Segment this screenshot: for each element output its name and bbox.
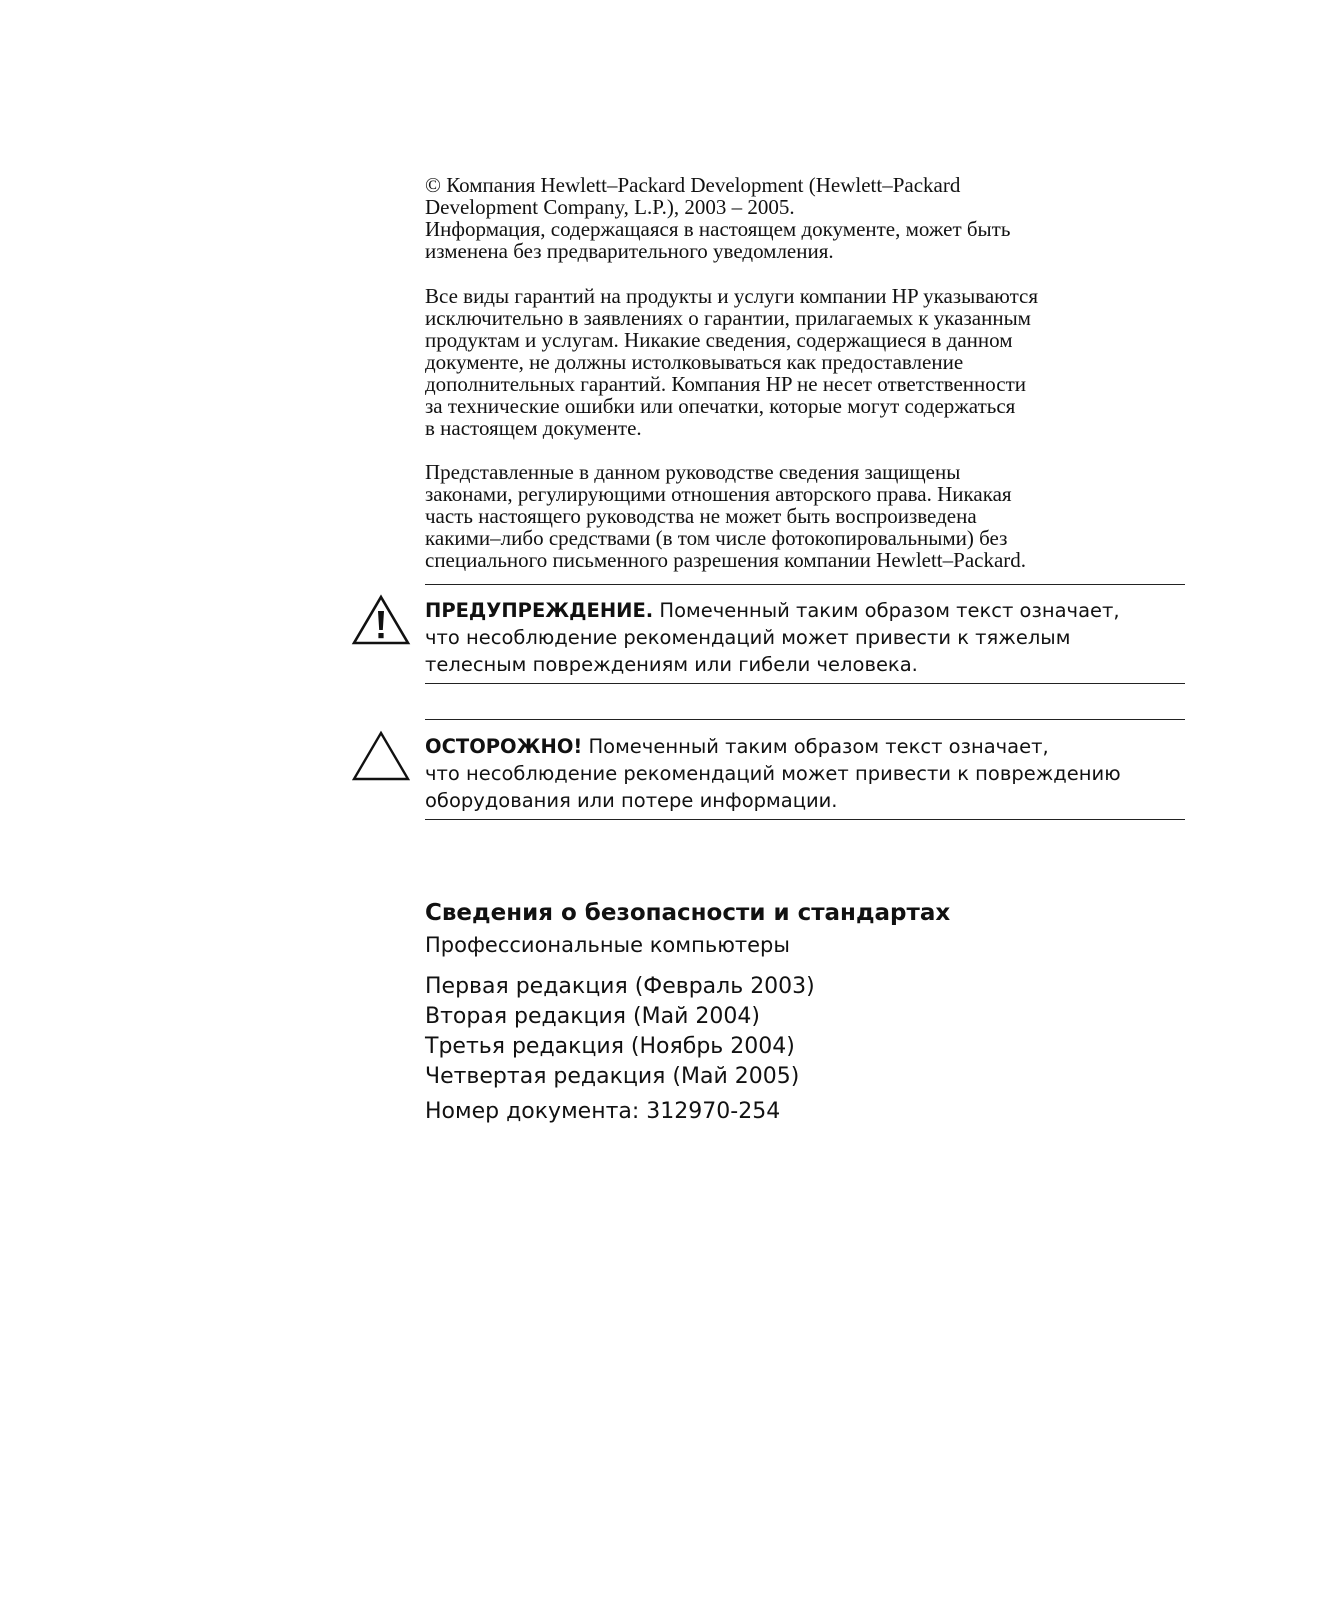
rights-line: часть настоящего руководства не может быть воспроизведена (425, 504, 977, 528)
warning-notice (425, 597, 1185, 678)
rights-line: какими–либо средствами (в том числе фотокопировальными) без (425, 526, 1008, 550)
warning-top-divider (425, 584, 1185, 585)
caution-text: оборудования или потере информации. (425, 789, 838, 812)
warning-text: что несоблюдение рекомендаций может привести к тяжелым (425, 626, 1071, 649)
copyright-line: изменена без предварительного уведомления. (425, 239, 834, 263)
copyright-paragraph (425, 174, 1145, 262)
warranty-line: Все виды гарантий на продукты и услуги компании HP указываются (425, 284, 1038, 308)
caution-label: ОСТОРОЖНО! (425, 735, 583, 758)
warning-exclamation-icon (351, 594, 411, 646)
rights-line: специального письменного разрешения компании Hewlett–Packard. (425, 548, 1027, 572)
warning-first-line (425, 597, 1185, 624)
caution-first-line (425, 733, 1185, 760)
caution-text: Помеченный таким образом текст означает, (582, 735, 1049, 758)
edition-list (425, 972, 815, 1092)
warranty-line: в настоящем документе. (425, 416, 642, 440)
caution-top-divider (425, 719, 1185, 720)
warning-label: ПРЕДУПРЕЖДЕНИЕ. (425, 599, 654, 622)
warning-text: Помеченный таким образом текст означает, (653, 599, 1120, 622)
edition-entry: Первая редакция (Февраль 2003) (425, 974, 815, 999)
document-number: Номер документа: 312970-254 (425, 1099, 781, 1124)
rights-line: законами, регулирующими отношения авторского права. Никакая (425, 482, 1012, 506)
edition-entry: Вторая редакция (Май 2004) (425, 1004, 760, 1029)
copyright-line: Информация, содержащаяся в настоящем документе, может быть (425, 217, 1011, 241)
document-title: Сведения о безопасности и стандартах (425, 900, 951, 926)
warranty-line: дополнительных гарантий. Компания HP не несет ответственности (425, 372, 1027, 396)
warranty-line: за технические ошибки или опечатки, которые могут содержаться (425, 394, 1016, 418)
caution-notice (425, 733, 1185, 814)
warranty-line: исключительно в заявлениях о гарантии, прилагаемых к указанным (425, 306, 1031, 330)
rights-paragraph (425, 461, 1145, 571)
warning-bottom-divider (425, 683, 1185, 684)
warranty-paragraph (425, 285, 1145, 439)
caution-triangle-icon (351, 730, 411, 782)
caution-bottom-divider (425, 819, 1185, 820)
edition-entry: Четвертая редакция (Май 2005) (425, 1064, 800, 1089)
copyright-line: © Компания Hewlett–Packard Development (Hewlett–Packard (425, 173, 961, 197)
rights-line: Представленные в данном руководстве сведения защищены (425, 460, 961, 484)
caution-text: что несоблюдение рекомендаций может привести к повреждению (425, 762, 1121, 785)
edition-entry: Третья редакция (Ноябрь 2004) (425, 1034, 795, 1059)
document-subtitle: Профессиональные компьютеры (425, 933, 790, 957)
warranty-line: продуктам и услугам. Никакие сведения, содержащиеся в данном (425, 328, 1013, 352)
copyright-line: Development Company, L.P.), 2003 – 2005. (425, 195, 795, 219)
warranty-line: документе, не должны истолковываться как предоставление (425, 350, 964, 374)
warning-text: телесным повреждениям или гибели человека. (425, 653, 918, 676)
